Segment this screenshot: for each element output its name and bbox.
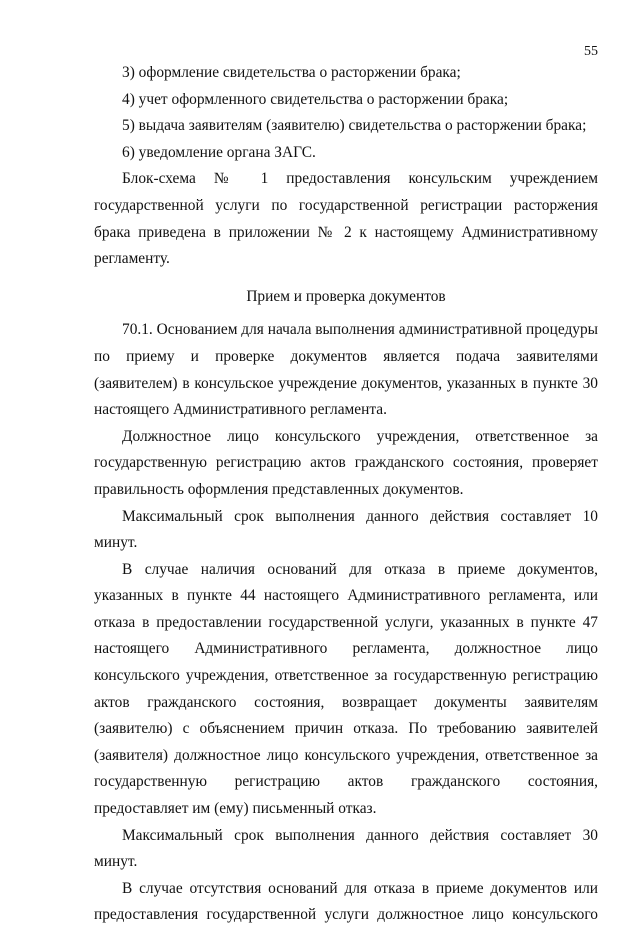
block-scheme-paragraph: Блок-схема № 1 предоставления консульским учреждением государственной услуги по государственной регистрации расторжения брака приведена в приложении № 2 к настоящему Административному регламенту. bbox=[94, 170, 598, 268]
paragraph-70-1: 70.1. Основанием для начала выполнения административной процедуры по приему и проверке документов является подача заявителями (заявителем) в консульское учреждение документов, указанных в пункте 30 настоящего Административного регламента. bbox=[94, 321, 599, 419]
list-item: 4) учет оформленного свидетельства о расторжении брака; bbox=[122, 90, 509, 108]
page-number: 55 bbox=[584, 44, 598, 59]
document-body bbox=[94, 60, 598, 929]
list-item: 6) уведомление органа ЗАГС. bbox=[122, 143, 316, 161]
list-item: 5) выдача заявителям (заявителю) свидетельства о расторжении брака; bbox=[122, 117, 587, 135]
paragraph-official-check: Должностное лицо консульского учреждения, ответственное за государственную регистрацию актов гражданского состояния, проверяет правильность оформления представленных документов. bbox=[94, 427, 598, 498]
paragraph-no-refusal-grounds: В случае отсутствия оснований для отказа в приеме документов или предоставления государственной услуги должностное лицо консульского bbox=[94, 879, 598, 924]
paragraph-time-limit-10: Максимальный срок выполнения данного действия составляет 10 минут. bbox=[94, 507, 598, 552]
paragraph-time-limit-30: Максимальный срок выполнения данного действия составляет 30 минут. bbox=[94, 826, 598, 871]
paragraph-refusal-grounds: В случае наличия оснований для отказа в приеме документов, указанных в пункте 44 настоящего Административного регламента, или отказа в предоставлении государственной услуги, указанных в пункте 47 настоящего Административного регламента, должностное лицо консульского учреждения, ответственное за государственную регистрацию актов гражданского состояния, возвращает документы заявителям (заявителю) с объяснением причин отказа. По требованию заявителей (заявителя) должностное лицо консульского учреждения, ответственное за государственную регистрацию актов гражданского состояния, предоставляет им (ему) письменный отказ. bbox=[94, 560, 598, 818]
section-heading: Прием и проверка документов bbox=[246, 287, 446, 305]
list-item: 3) оформление свидетельства о расторжении брака; bbox=[122, 64, 461, 81]
